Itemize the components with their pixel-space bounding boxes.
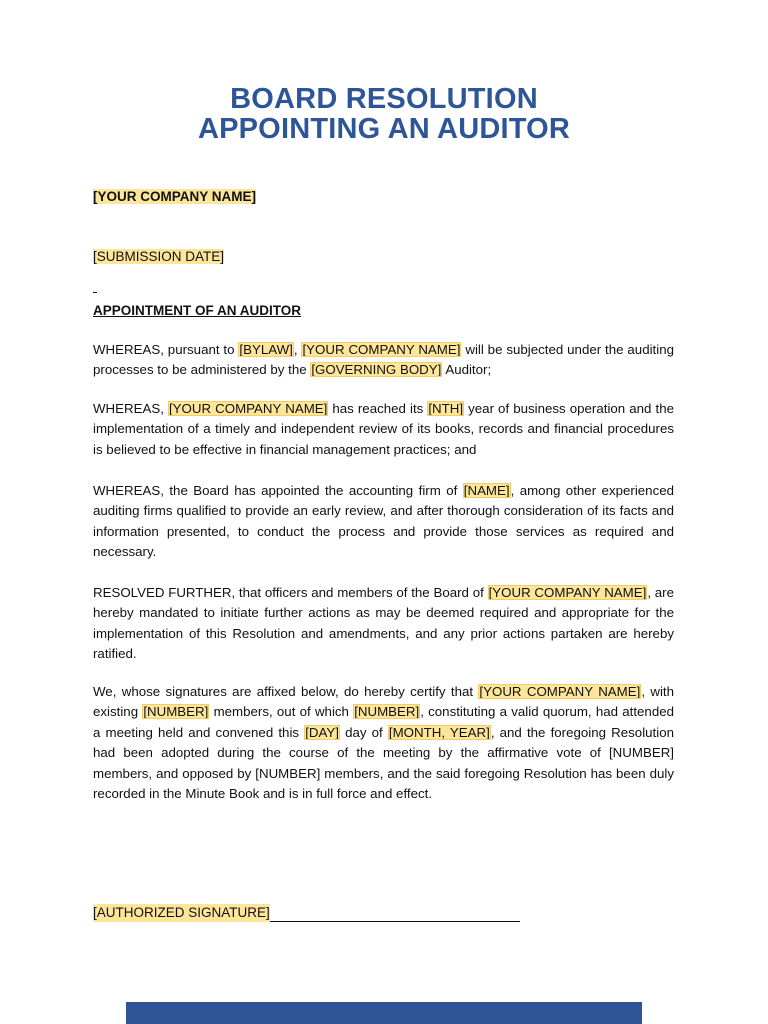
section-heading-text: APPOINTMENT OF AN AUDITOR [93, 303, 301, 318]
paragraph-certification [93, 682, 674, 804]
p1-text-1: WHEREAS, pursuant to [93, 342, 239, 357]
heading-mark [93, 292, 97, 293]
signature-block [93, 904, 520, 922]
p1-text-2: , [293, 342, 302, 357]
company-name-placeholder: [YOUR COMPANY NAME] [93, 189, 257, 204]
paragraph-resolved-further [93, 583, 674, 665]
company-name-placeholder: [YOUR COMPANY NAME] [168, 401, 328, 416]
paragraph-whereas-nth-year [93, 399, 674, 460]
footer-bar [126, 1002, 642, 1024]
nth-placeholder: [NTH] [428, 401, 464, 416]
signature-line [270, 907, 520, 922]
p2-text-3: year of business operation and the implementation of a timely and independent review of its books, records and financial procedures is believed to be effective in financial management practices; and [93, 401, 674, 457]
p4-text-1: RESOLVED FURTHER, that officers and members of the Board of [93, 585, 488, 600]
title-line-1: BOARD RESOLUTION [230, 83, 538, 115]
submission-date-placeholder: [SUBMISSION DATE] [93, 249, 225, 264]
company-name-placeholder: [YOUR COMPANY NAME] [302, 342, 461, 357]
governing-body-placeholder: [GOVERNING BODY] [311, 362, 442, 378]
p5-text-6: , and the foregoing Resolution had been adopted during the course of the meeting by the affirmative vote of [NUMBER] members, and opposed by [NUMBER] members, and the said foregoing Resolution has been duly recorded in the Minute Book and is in full force and effect. [93, 724, 674, 802]
title-line-2: APPOINTING AN AUDITOR [197, 113, 571, 145]
p3-text-1: WHEREAS, the Board has appointed the accounting firm of [93, 483, 463, 498]
bylaw-placeholder: [BYLAW] [239, 342, 293, 357]
submission-date-field [93, 248, 224, 266]
p5-text-3: members, out of which [209, 704, 354, 720]
paragraph-whereas-bylaw [93, 340, 674, 381]
p3-text-2: , among other experienced auditing firms qualified to provide an early review, and after thorough consideration of its facts and information presented, to conduct the process and provide those services as required and necessary. [93, 483, 675, 560]
quorum-count-placeholder: [NUMBER] [354, 704, 420, 720]
p2-text-1: WHEREAS, [93, 401, 168, 416]
day-placeholder: [DAY] [305, 724, 339, 740]
member-count-placeholder: [NUMBER] [143, 704, 209, 720]
p5-text-2: , with existing [93, 684, 674, 720]
company-name-field [93, 188, 256, 206]
company-name-placeholder: [YOUR COMPANY NAME] [488, 585, 647, 600]
p2-text-2: has reached its [328, 401, 428, 416]
authorized-signature-placeholder: [AUTHORIZED SIGNATURE] [93, 905, 270, 920]
p5-text-5: day of [339, 724, 388, 740]
p5-text-1: We, whose signatures are affixed below, do hereby certify that [93, 684, 479, 699]
month-year-placeholder: [MONTH, YEAR] [388, 724, 490, 740]
section-heading [93, 302, 301, 320]
p1-text-3: will be subjected under the auditing processes to be administered by the [93, 342, 674, 378]
p5-text-4: , constituting a valid quorum, had attended a meeting held and convened this [93, 704, 675, 740]
company-name-placeholder: [YOUR COMPANY NAME] [479, 684, 641, 699]
paragraph-whereas-appointment [93, 481, 674, 563]
p1-text-4: Auditor; [442, 362, 492, 378]
firm-name-placeholder: [NAME] [463, 483, 510, 498]
p4-text-2: , are hereby mandated to initiate further actions as may be deemed required and appropriate for the implementation of this Resolution and amendments, and any prior actions partaken are hereby ratified. [93, 585, 674, 662]
document-title [0, 84, 768, 144]
